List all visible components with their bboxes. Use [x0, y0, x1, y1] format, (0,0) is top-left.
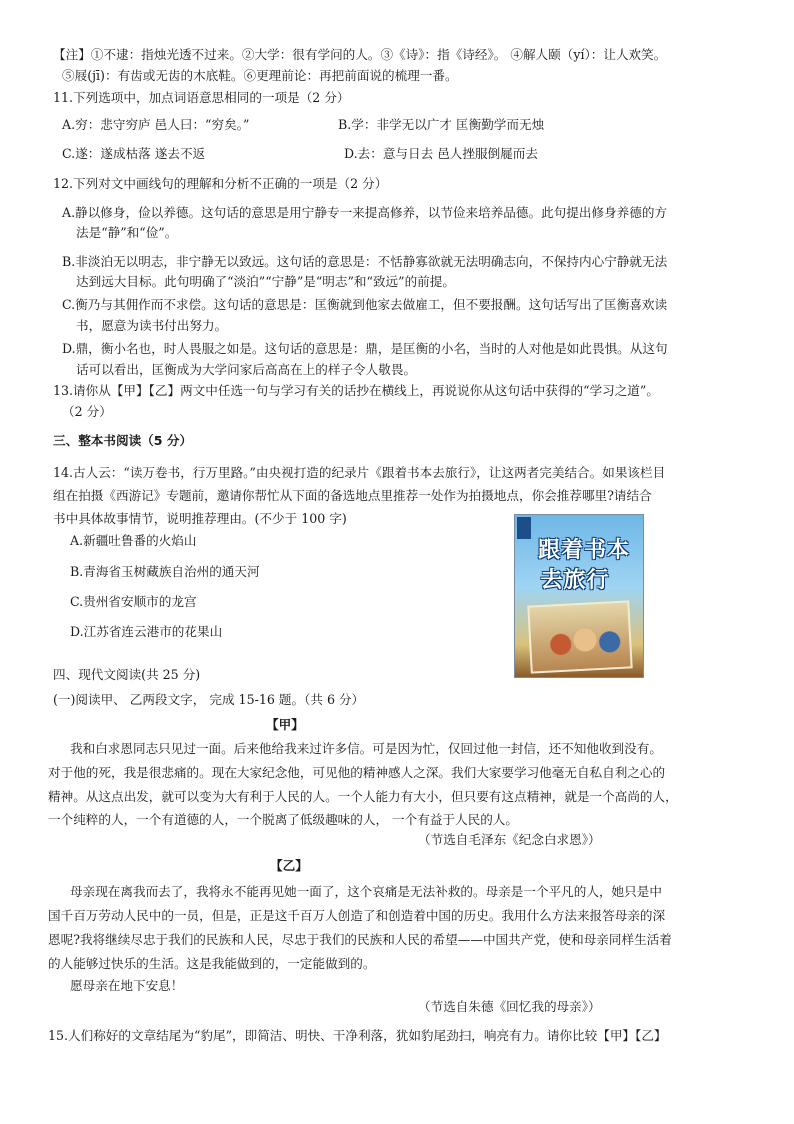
yi-paragraph-line-2: 国千百万劳动人民中的一员，但是，正是这千百万人创造了和创造着中国的历史。我用什么方法来报答母亲的深 — [48, 908, 666, 923]
q12-stem: 12.下列对文中画线句的理解和分析不正确的一项是（2 分） — [53, 176, 388, 191]
q14-option-a: A.新疆吐鲁番的火焰山 — [70, 533, 197, 548]
q12-option-b-line2: 达到远大目标。此句明确了“淡泊”“宁静”是“明志”和“致远”的前提。 — [76, 274, 455, 289]
q12-option-d-line2: 话可以看出，匡衡成为大学问家后高高在上的样子令人敬畏。 — [76, 362, 417, 377]
q14-line-3: 书中具体故事情节，说明推荐理由。(不少于 100 字) — [53, 511, 347, 526]
jia-source: （节选自毛泽东《纪念白求恩》） — [418, 832, 601, 847]
jia-paragraph-line-2: 对于他的死，我是很悲痛的。现在大家纪念他，可见他的精神感人之深。我们大家要学习他毫无自私自利之心的 — [48, 765, 666, 780]
part-1-instructions: (一)阅读甲、 乙两段文字， 完成 15-16 题。（共 6 分） — [53, 692, 365, 707]
q11-option-b: B.学：非学无以广才 匡衡勤学而无烛 — [338, 117, 545, 132]
book-cover-image — [514, 514, 644, 678]
yi-label: 【乙】 — [270, 858, 308, 873]
q12-option-a-line2: 法是“静”和“俭”。 — [76, 225, 178, 240]
q15-line-1: 15.人们称好的文章结尾为“豹尾”，即简洁、明快、干净利落，犹如豹尾劲扫，响亮有力。请你比较【甲】【乙】 — [48, 1028, 667, 1043]
yi-paragraph-line-3: 恩呢?我将继续尽忠于我们的民族和人民，尽忠于我们的民族和人民的希望——中国共产党，使和母亲同样生活着 — [48, 932, 672, 947]
q13-line-2: （2 分） — [62, 404, 112, 419]
jia-label: 【甲】 — [266, 717, 304, 732]
q14-option-c: C.贵州省安顺市的龙宫 — [70, 594, 197, 609]
q12-option-d-line1: D.鼎，衡小名也，时人畏服之如是。这句话的意思是：鼎，是匡衡的小名，当时的人对他是如此畏惧。从这句 — [62, 341, 668, 356]
q14-line-1: 14.古人云：“读万卷书，行万里路。”由央视打造的纪录片《跟着书本去旅行》，让这两者完美结合。如果该栏目 — [53, 465, 666, 480]
q13-line-1: 13.请你从【甲】【乙】两文中任选一句与学习有关的话抄在横线上，再说说你从这句话中获得的“学习之道”。 — [53, 383, 659, 398]
notes-line-1: 【注】①不逮：指烛光透不过来。②大学：很有学问的人。③《诗》：指《诗经》。 ④解人颐（yí）：让人欢笑。 — [53, 47, 667, 62]
yi-paragraph-line-4: 的人能够过快乐的生活。这是我能做到的，一定能做到的。 — [48, 956, 376, 971]
q11-option-a: A.穷：悲守穷庐 邑人曰：“穷矣。” — [62, 117, 250, 132]
q11-stem: 11.下列选项中，加点词语意思相同的一项是（2 分） — [53, 90, 350, 105]
q11-option-d: D.去：意与日去 邑人挫服倒屣而去 — [344, 146, 538, 161]
notes-line-2: ⑤屐(jī)：有齿或无齿的木底鞋。⑥更理前论：再把前面说的梳理一番。 — [62, 68, 458, 83]
cover-title-line-2: 去旅行 — [540, 568, 610, 593]
q12-option-b-line1: B.非淡泊无以明志，非宁静无以致远。这句话的意思是：不恬静寡欲就无法明确志向，不保持内心宁静就无法 — [62, 254, 668, 269]
cover-photo-illustration — [527, 600, 632, 673]
jia-paragraph-line-4: 一个纯粹的人，一个有道德的人，一个脱离了低级趣味的人， 一个有益于人民的人。 — [48, 812, 518, 827]
q14-option-b: B.青海省玉树藏族自治州的通天河 — [70, 564, 260, 579]
yi-paragraph-line-1: 母亲现在离我而去了，我将永不能再见她一面了，这个哀痛是无法补救的。母亲是一个平凡的人，她只是中 — [70, 884, 662, 899]
q11-option-c: C.遂：遂成枯落 遂去不返 — [62, 146, 206, 161]
q14-line-2: 组在拍摄《西游记》专题前，邀请你帮忙从下面的备选地点里推荐一处作为拍摄地点，你会推荐哪里?请结合 — [53, 488, 652, 503]
q12-option-a-line1: A.静以修身，俭以养德。这句话的意思是用宁静专一来提高修养，以节俭来培养品德。此句提出修身养德的方 — [62, 205, 668, 220]
yi-source: （节选自朱德《回忆我的母亲》） — [418, 999, 601, 1014]
section-3-heading: 三、整本书阅读（5 分） — [53, 433, 193, 448]
q12-option-c-line1: C.衡乃与其佣作而不求偿。这句话的意思是：匡衡就到他家去做雇工，但不要报酬。这句话写出了匡衡喜欢读 — [62, 297, 668, 312]
jia-paragraph-line-3: 精神。从这点出发，就可以变为大有利于人民的人。一个人能力有大小，但只要有这点精神，就是一个高尚的人， — [48, 789, 678, 804]
section-4-heading: 四、现代文阅读(共 25 分) — [53, 667, 201, 682]
yi-paragraph-line-5: 愿母亲在地下安息！ — [70, 978, 184, 993]
cover-title-line-1: 跟着书本 — [537, 538, 630, 563]
q12-option-c-line2: 书，愿意为读书付出努力。 — [76, 318, 228, 333]
q14-option-d: D.江苏省连云港市的花果山 — [70, 624, 223, 639]
jia-paragraph-line-1: 我和白求恩同志只见过一面。后来他给我来过许多信。可是因为忙，仅回过他一封信，还不知他收到没有。 — [70, 741, 662, 756]
